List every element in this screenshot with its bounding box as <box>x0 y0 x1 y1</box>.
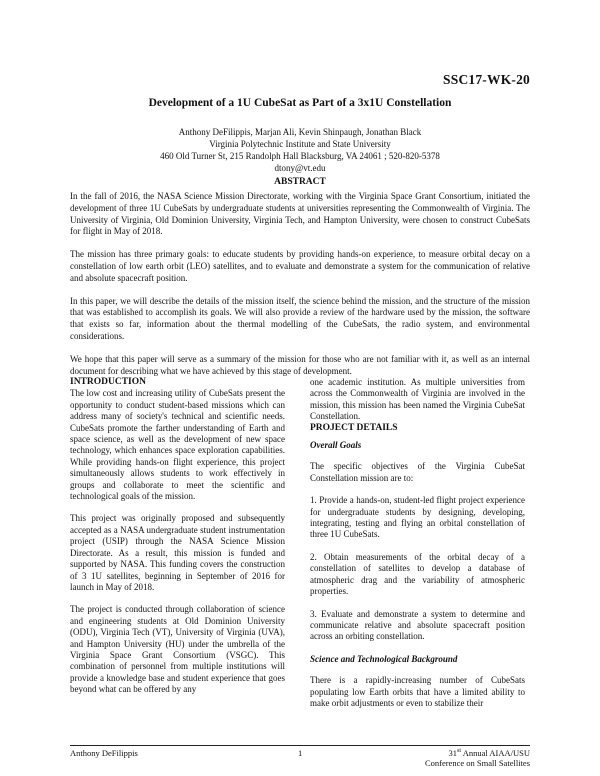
section-heading-introduction: INTRODUCTION <box>70 377 147 387</box>
body-paragraph: The project is conducted through collaboration of science and engineering students at Old Dominion University (ODU), Virginia Tech (VT), University of Virginia (UVA), and Hampton University (HU) under the umbrella of the Virginia Space Grant Consortium (VSGC). This combination of personnel from multiple institutions will provide a knowledge base and student experience that goes beyond what can be offered by any <box>70 604 285 695</box>
conference-info <box>425 748 530 768</box>
left-column <box>70 377 285 707</box>
right-column <box>310 377 525 720</box>
author-names: Anthony DeFilippis, Marjan Ali, Kevin Shinpaugh, Jonathan Black <box>178 127 422 137</box>
footer-author: Anthony DeFilippis <box>70 748 138 758</box>
paper-title: Development of a 1U CubeSat as Part of a 3x1U Constellation <box>148 97 452 109</box>
abstract-paragraph: We hope that this paper will serve as a summary of the mission for those who are not familiar with it, as well as an internal document for describing what we have achieved by this stage of development. <box>70 353 530 376</box>
author-affiliation: Virginia Polytechnic Institute and State University <box>209 139 391 149</box>
section-heading-project-details: PROJECT DETAILS <box>310 422 398 433</box>
objective-item: 3. Evaluate and demonstrate a system to determine and communicate relative and absolute spacecraft position across an orbiting constellation. <box>310 608 525 642</box>
conference-name: Annual AIAA/USU <box>461 748 530 758</box>
page-number: 1 <box>298 748 303 758</box>
conference-line-1 <box>425 748 530 758</box>
abstract-paragraph: The mission has three primary goals: to educate students by providing hands-on experience, to measure orbital decay on a constellation of low earth orbit (LEO) satellites, and to evaluate and demonstrate a system for the communication of relative and absolute spacecraft position. <box>70 249 530 283</box>
objective-item: 2. Obtain measurements of the orbital decay of a constellation of satellites to develop a database of atmospheric drag and the variability of atmospheric properties. <box>310 551 525 597</box>
body-paragraph: This project was originally proposed and subsequently accepted as a NASA undergraduate student instrumentation project (USIP) through the NASA Science Mission Directorate. As a result, this mission is funded and supported by NASA. This funding covers the construction of 3 1U satellites, beginning in September of 2016 for launch in May of 2018. <box>70 513 285 592</box>
conference-line-2: Conference on Small Satellites <box>424 758 530 768</box>
paper-id: SSC17-WK-20 <box>443 72 530 87</box>
body-paragraph: one academic institution. As multiple universities from across the Commonwealth of Virginia are involved in the mission, this mission has been named the Virginia CubeSat Constellation. <box>310 377 525 422</box>
body-paragraph: The specific objectives of the Virginia CubeSat Constellation mission are to: <box>310 461 525 483</box>
abstract-heading: ABSTRACT <box>274 177 326 187</box>
body-paragraph: There is a rapidly-increasing number of CubeSats populating low Earth orbits that have a limited ability to make orbit adjustments or even to stabilize their <box>310 675 525 708</box>
author-email: dtony@vt.edu <box>274 163 326 173</box>
objective-item: 1. Provide a hands-on, student-led flight project experience for undergraduate students by designing, developing, integrating, testing and flying an orbital constellation of three 1U CubeSats. <box>310 495 525 540</box>
abstract-paragraph: In the fall of 2016, the NASA Science Mission Directorate, working with the Virginia Space Grant Consortium, initiated the development of three 1U CubeSats by undergraduate students at universities representing the Commonwealth of Virginia. The University of Virginia, Old Dominion University, Virginia Tech, and Hampton University, were chosen to construct CubeSats for flight in May of 2018. <box>70 191 530 237</box>
footer-rule <box>70 745 530 746</box>
conference-ordinal: st <box>457 748 462 755</box>
abstract-paragraph: In this paper, we will describe the details of the mission itself, the science behind the mission, and the structure of the mission that was established to accomplish its goals. We will also provide a review of the hardware used by the mission, the software that exists so far, information about the thermal modelling of the CubeSats, the radio system, and environmental considerations. <box>70 295 530 341</box>
body-paragraph: The low cost and increasing utility of CubeSats present the opportunity to conduct student-based missions which can address many of society's technical and scientific needs. CubeSats promote the farther understanding of Earth and space science, as well as the development of new space technology, which enhances space exploration capabilities. While providing hands-on flight experience, this project simultaneously allows students to work effectively in groups and collaborate to meet the scientific and technological goals of the mission. <box>70 388 285 502</box>
subheading-background: Science and Technological Background <box>310 653 458 664</box>
conference-number: 31 <box>448 748 458 758</box>
author-address: 460 Old Turner St, 215 Randolph Hall Blacksburg, VA 24061 ; 520-820-5378 <box>160 151 440 161</box>
abstract-body <box>70 191 530 388</box>
subheading-overall-goals: Overall Goals <box>310 440 362 451</box>
author-block <box>0 126 600 174</box>
